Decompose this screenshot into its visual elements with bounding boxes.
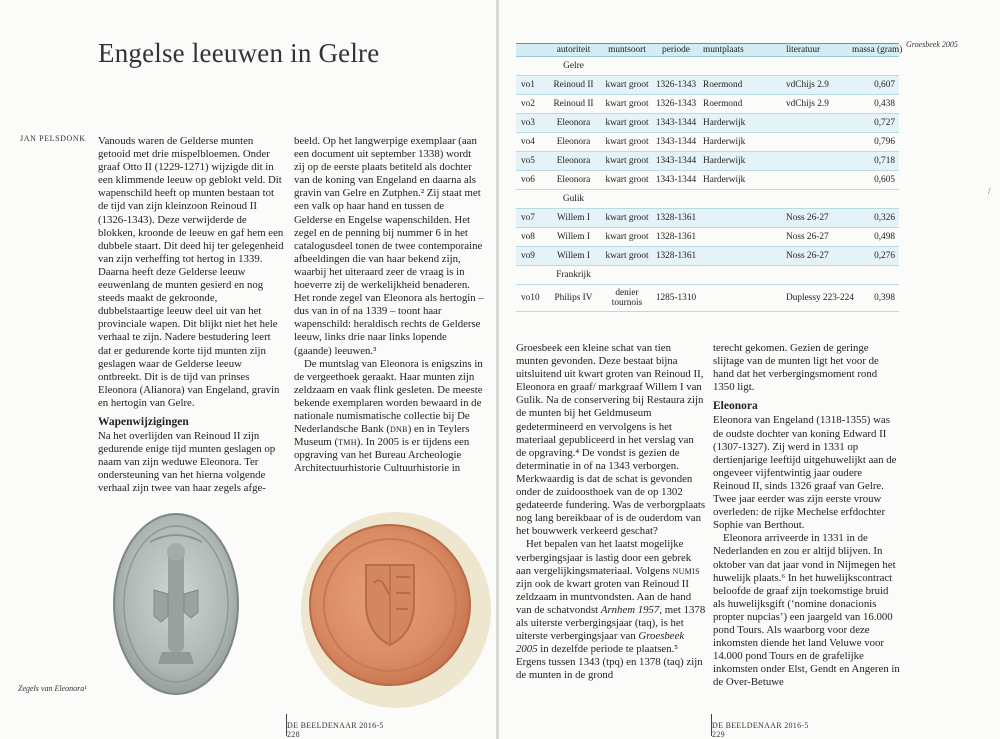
left-column-2	[294, 135, 484, 475]
coin-table	[516, 43, 903, 312]
page-number: 229	[712, 730, 725, 739]
table-cell: kwart groot	[605, 137, 649, 147]
table-body	[516, 57, 899, 312]
table-cell: vo4	[521, 137, 535, 147]
table-group-row	[516, 190, 899, 209]
table-cell: Noss 26-27	[786, 232, 829, 242]
table-row	[516, 209, 899, 228]
section-heading-wapenwijzigingen: Wapenwijzigingen	[98, 415, 189, 428]
table-cell: 0,796	[874, 137, 895, 147]
table-cell: 0,498	[874, 232, 895, 242]
table-cell: vo5	[521, 156, 535, 166]
table-cell: vdChijs 2.9	[786, 99, 829, 109]
table-row	[516, 95, 899, 114]
paragraph: Eleonora van Engeland (1318-1355) was de oudste dochter van koning Edward II (1307-1327). Zij werd in 1331 op dertienjarige leeftijd uitgehuwelijkt aan de ongeveer vijfentwintig jaar oudere Reinoud II, sinds 1326 graaf van Gelre. Twee jaar eerder was zijn eerste vrouw overleden: de rijke Mechelse erfdochter Sophie van Berthout.	[713, 414, 897, 532]
table-cell: Roermond	[703, 99, 743, 109]
table-row	[516, 133, 899, 152]
table-cell: 1343-1344	[655, 118, 697, 128]
table-cell: 1343-1344	[655, 137, 697, 147]
group-label: Gulik	[562, 194, 585, 204]
author-name: JAN PELSDONK	[20, 134, 86, 143]
hoard-name: Arnhem 1957	[600, 603, 660, 616]
table-cell: Eleonora	[556, 118, 591, 128]
table-cell: kwart groot	[605, 175, 649, 185]
table-cell: vo2	[521, 99, 535, 109]
table-cell: 1343-1344	[655, 156, 697, 166]
header-cell: muntplaats	[703, 45, 744, 55]
table-cell: vo3	[521, 118, 535, 128]
abbr-numis: numis	[672, 564, 700, 577]
left-page	[0, 0, 497, 739]
header-cell: autoriteit	[556, 45, 591, 55]
footer-left	[287, 721, 384, 739]
paragraph: De muntslag van Eleonora is enigszins in de vergeethoek geraakt. Haar munten zijn zeldzaam en vaak flink gesleten. De meeste bekende exemplaren worden bewaard in de nationale numismatische collectie bij De Nederlandsche Bank (dnb) en in Teylers Museum (tmh). In 2005 is er tijdens een opgraving van het Bureau Archeologie Architectuurhistorie Cultuurhistorie in	[294, 357, 483, 475]
table-cell: kwart groot	[605, 156, 649, 166]
table-cell: denier tournois	[611, 288, 643, 308]
table-cell: 1328-1361	[655, 213, 697, 223]
table-cell: Noss 26-27	[786, 213, 829, 223]
table-group-row	[516, 57, 899, 76]
header-cell: periode	[662, 45, 690, 55]
table-cell: Harderwijk	[703, 175, 746, 185]
table-cell: 0,438	[874, 99, 895, 109]
table-cell: 1343-1344	[655, 175, 697, 185]
table-cell: Duplessy 223-224	[786, 293, 854, 303]
paragraph: Eleonora arriveerde in 1331 in de Nederlanden en zou er altijd blijven. In oktober van dat jaar vond in Nijmegen het huwelijk plaats.⁶ In het huwelijkscontract beloofde de graaf zijn toekomstige bruid als huwelijksgift (‘nomine donacionis propter nupcias’) een jaargeld van 16.000 pond Tours. Als waarborg voor deze inkomsten diende het land Veluwe voor 14.000 pond Tours en de grafelijke inkomsten onder Elst, Gendt en Angeren in de Over-Betuwe	[713, 532, 900, 689]
table-cell: vo10	[521, 293, 540, 303]
table-group-row	[516, 266, 899, 285]
side-tag: Groesbeek 2005	[906, 40, 958, 49]
header-cell: muntsoort	[608, 45, 646, 55]
figure-caption: Zegels van Eleonora¹	[18, 684, 87, 693]
table-cell: 0,326	[874, 213, 895, 223]
group-label: Gelre	[563, 61, 584, 71]
table-header	[516, 43, 903, 57]
table-row	[516, 152, 899, 171]
seal-image-round	[296, 505, 491, 710]
table-cell: 1326-1343	[655, 99, 697, 109]
journal-name: DE BEELDENAAR 2016-5	[712, 721, 809, 730]
table-cell: vo7	[521, 213, 535, 223]
section-heading-eleonora: Eleonora	[713, 400, 758, 413]
table-cell: kwart groot	[605, 251, 649, 261]
table-cell: 0,718	[874, 156, 895, 166]
paragraph: terecht gekomen. Gezien de geringe slijtage van de munten ligt het voor de hand dat het verbergingsmoment rond 1350 ligt.	[713, 342, 879, 394]
table-cell: 0,276	[874, 251, 895, 261]
intro-paragraph: Vanouds waren de Gelderse munten getooid met drie mispelbloemen. Onder graaf Otto II (1229-1271) wijzigde dit in een klimmende leeuw op geblokt veld. Dit wapenschild heeft op munten bestaan tot de tijd van zijn kleinzoon Reinoud II (1326-1343). Deze verwijderde de blokken, kroonde de leeuw en gaf hem een dubbele staart. Dit deed hij ter gelegenheid van zijn verheffing tot hertog in 1339. Daarna heeft deze Gelderse leeuw eeuwenlang de munten gesierd en nog steeds maakt de gekroonde, dubbelstaartige leeuw deel uit van het provinciale wapen. Dit blijkt niet het hele verhaal te zijn. Nadere bestudering leert dat er gedurende korte tijd munten zijn geslagen waar de Gelderse leeuw ontbreekt. Dit is de tijd van prinses Eleonora (Alianora) van Engeland, gravin en hertogin van Gelre.	[98, 135, 284, 409]
paragraph: Groesbeek een kleine schat van tien munten gevonden. Deze bestaat bijna uitsluitend uit kwart groten van Reinoud II, Eleonora en graaf/ markgraaf Willem I van Gulik. Na de conservering bij Restaura zijn de munten bij het Geldmuseum gedetermineerd en vervolgens is het materiaal gepubliceerd in het verslag van de opgraving.⁴ De vondst is gezien de determinatie in of na 1343 verborgen. Merkwaardig is dat de schat is gevonden onder de zuidoosthoek van de op 1302 gedateerde fundering. Was de verborgplaats nog lang bereikbaar of is de ouderdom van het bouwwerk verkeerd geschat?	[516, 342, 706, 538]
table-cell: Willem I	[557, 213, 590, 223]
right-column-2	[713, 342, 901, 689]
paragraph: beeld. Op het langwerpige exemplaar (aan een document uit september 1338) wordt zij op de eerste plaats betiteld als dochter van de koning van Engeland en daarna als gravin van Gelre en Zutphen.² Zij staat met een valk op haar hand en tussen de Gelderse en Engelse wapenschilden. Het zegel en de penning bij nummer 6 in het catalogusdeel tonen de twee contemporaine afbeeldingen die van haar bekend zijn, waarbij het uiteraard zeer de vraag is in hoeverre zij de werkelijkheid benaderen. Het ronde zegel van Eleonora als hertogin – dus van in of na 1339 – toont haar wapenschild: heraldisch rechts de Gelderse leeuw, links drie naar links lopende (gaande) leeuwen.³	[294, 135, 484, 357]
table-cell: 1328-1361	[655, 251, 697, 261]
seal-image-oval	[110, 512, 242, 697]
table-cell: 1328-1361	[655, 232, 697, 242]
right-column-1	[516, 342, 706, 682]
group-label: Frankrijk	[556, 270, 591, 280]
table-cell: vo8	[521, 232, 535, 242]
table-cell: 0,398	[874, 293, 895, 303]
paragraph: Het bepalen van het laatst mogelijke verbergingsjaar is lastig door een gebrek aan vergelijkingsmateriaal. Volgens numis zijn ook de kwart groten van Reinoud II zeldzaam in muntvondsten. Aan de hand van de schatvondst Arnhem 1957, met 1378 als uiterste verbergingsjaar (taq), is het uiterste verbergingsjaar van Groesbeek 2005 in dezelfde periode te plaatsen.⁵ Ergens tussen 1343 (tpq) en 1378 (taq) zijn de munten in de grond	[516, 538, 706, 682]
table-cell: Philips IV	[554, 293, 593, 303]
table-cell: Harderwijk	[703, 156, 746, 166]
journal-name: DE BEELDENAAR 2016-5	[287, 721, 384, 730]
margin-mark: /	[988, 186, 991, 196]
hoard-name: Groesbeek 2005	[516, 630, 685, 656]
table-cell: 1285-1310	[655, 293, 697, 303]
table-row	[516, 228, 899, 247]
header-cell: literatuur	[786, 45, 821, 55]
page-number: 228	[287, 730, 300, 739]
table-row	[516, 247, 899, 266]
table-cell: Roermond	[703, 80, 743, 90]
table-row	[516, 76, 899, 95]
table-row	[516, 114, 899, 133]
table-cell: Reinoud II	[553, 80, 594, 90]
table-cell: 0,727	[874, 118, 895, 128]
table-cell: vdChijs 2.9	[786, 80, 829, 90]
table-cell: 1326-1343	[655, 80, 697, 90]
table-cell: Harderwijk	[703, 118, 746, 128]
table-row	[516, 285, 899, 312]
table-cell: vo6	[521, 175, 535, 185]
table-cell: vo9	[521, 251, 535, 261]
abbr-dnb: dnb	[389, 423, 408, 436]
table-cell: Eleonora	[556, 175, 591, 185]
article-title: Engelse leeuwen in Gelre	[98, 38, 380, 68]
table-cell: kwart groot	[605, 232, 649, 242]
table-cell: Harderwijk	[703, 137, 746, 147]
abbr-tmh: tmh	[338, 436, 357, 449]
table-row	[516, 171, 899, 190]
header-cell: massa (gram)	[852, 45, 903, 55]
table-cell: kwart groot	[605, 213, 649, 223]
table-cell: Reinoud II	[553, 99, 594, 109]
table-cell: Eleonora	[556, 156, 591, 166]
table-cell: kwart groot	[605, 80, 649, 90]
left-column-1	[98, 135, 284, 496]
footer-right	[712, 721, 809, 739]
table-cell: 0,607	[874, 80, 895, 90]
table-cell: Noss 26-27	[786, 251, 829, 261]
table-cell: kwart groot	[605, 118, 649, 128]
table-cell: vo1	[521, 80, 535, 90]
table-cell: Willem I	[557, 232, 590, 242]
paragraph: Na het overlijden van Reinoud II zijn gedurende enige tijd munten geslagen op naam van zijn weduwe Eleonora. Ter ondersteuning van het hierna volgende verhaal zijn twee van haar zegels afge-	[98, 430, 276, 495]
table-cell: kwart groot	[605, 99, 649, 109]
table-cell: 0,605	[874, 175, 895, 185]
table-cell: Willem I	[557, 251, 590, 261]
table-cell: Eleonora	[556, 137, 591, 147]
